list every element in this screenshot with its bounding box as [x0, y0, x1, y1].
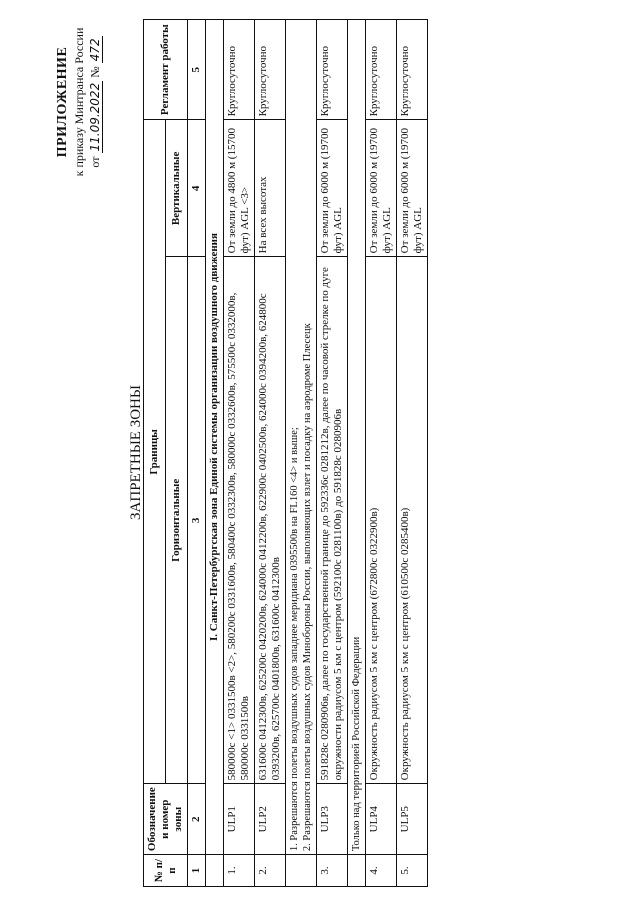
- table-row: [397, 20, 428, 887]
- vertical-borders: От земли до 6000 м (19700 фут) AGL: [317, 120, 348, 257]
- table-row: [366, 20, 397, 887]
- vertical-borders: От земли до 6000 м (19700 фут) AGL: [366, 120, 397, 257]
- schedule: Круглосуточно: [317, 20, 348, 120]
- appendix-title: ПРИЛОЖЕНИЕ: [55, 46, 70, 158]
- col-number: 1: [188, 855, 206, 887]
- zone-code: ULP5: [397, 784, 428, 855]
- document-title: ЗАПРЕТНЫЕ ЗОНЫ: [128, 385, 144, 520]
- horizontal-borders: 631600с 0412300в, 625200с 0420200в, 624000с 0412200в, 622900с 0402500в, 624000с 0394200в, 624800с 0393200в, 625700с 0401800в, 631600с 0412300в: [255, 257, 286, 784]
- row-number: 5.: [397, 855, 428, 887]
- col-number: 5: [188, 20, 206, 120]
- note-line: 2. Разрешаются полеты воздушных судов Минобороны России, выполняющих взлет и посадку на аэродроме Плесецк: [302, 323, 313, 852]
- table-row: [255, 20, 286, 887]
- row-number: 1.: [224, 855, 255, 887]
- header-no: № п/п: [144, 855, 188, 887]
- header-row: [144, 20, 166, 887]
- number-label: №: [88, 66, 102, 78]
- zone-note: Только над территорией Российской Федерации: [348, 20, 366, 855]
- column-numbers-row: [188, 20, 206, 887]
- section-row: [206, 20, 224, 887]
- col-number: 4: [188, 120, 206, 257]
- col-number: 3: [188, 257, 206, 784]
- table-row: [317, 20, 348, 887]
- horizontal-borders: Окружность радиусом 5 км с центром (610500с 0285400в): [397, 257, 428, 784]
- zone-notes: [286, 20, 317, 855]
- subheader-row: [166, 20, 188, 887]
- header-schedule: Регламент работы: [144, 20, 188, 120]
- from-label: от: [88, 156, 102, 168]
- note-line: 1. Разрешаются полеты воздушных судов западнее меридиана 0395500в на FL160 <4> и выше;: [289, 427, 300, 852]
- note-row: [286, 20, 317, 887]
- handwritten-number: 472: [88, 38, 102, 62]
- order-date-line: [87, 17, 103, 187]
- header-borders: Границы: [144, 120, 166, 784]
- header-vertical: Вертикальные: [166, 120, 188, 257]
- table-row: [224, 20, 255, 887]
- row-number: 4.: [366, 855, 397, 887]
- horizontal-borders: 591828с 0280906в, далее по государственной границе до 592336с 0281212в, далее по часовой стрелке по дуге окружности радиусом 5 км с центром (592100с 0281100в) до 591828с 0280906в: [317, 257, 348, 784]
- zone-code: ULP1: [224, 784, 255, 855]
- horizontal-borders: Окружность радиусом 5 км с центром (672800с 0322900в): [366, 257, 397, 784]
- schedule: Круглосуточно: [397, 20, 428, 120]
- handwritten-date: 11.09.2022: [88, 82, 102, 152]
- vertical-borders: От земли до 6000 м (19700 фут) AGL: [397, 120, 428, 257]
- horizontal-borders: 580000с <1> 0331500в <2>, 580200с 0331600в, 580400с 0332300в, 580000с 0332600в, 575500с 0332000в, 580000с 0331500в: [224, 257, 255, 784]
- header-horizontal: Горизонтальные: [166, 257, 188, 784]
- zone-code: ULP4: [366, 784, 397, 855]
- schedule: Круглосуточно: [224, 20, 255, 120]
- restricted-zones-table: [143, 19, 428, 887]
- col-number: 2: [188, 784, 206, 855]
- zone-code: ULP3: [317, 784, 348, 855]
- schedule: Круглосуточно: [366, 20, 397, 120]
- row-number: 3.: [317, 855, 348, 887]
- row-number: 2.: [255, 855, 286, 887]
- note-row: [348, 20, 366, 887]
- header-designation: Обозначение и номер зоны: [144, 784, 188, 855]
- section-title: I. Санкт-Петербургская зона Единой системы организации воздушного движения: [206, 20, 224, 855]
- order-line: к приказу Минтранса России: [72, 27, 86, 177]
- zone-code: ULP2: [255, 784, 286, 855]
- appendix-header: [55, 17, 103, 187]
- vertical-borders: На всех высотах: [255, 120, 286, 257]
- vertical-borders: От земли до 4800 м (15700 фут) AGL <3>: [224, 120, 255, 257]
- schedule: Круглосуточно: [255, 20, 286, 120]
